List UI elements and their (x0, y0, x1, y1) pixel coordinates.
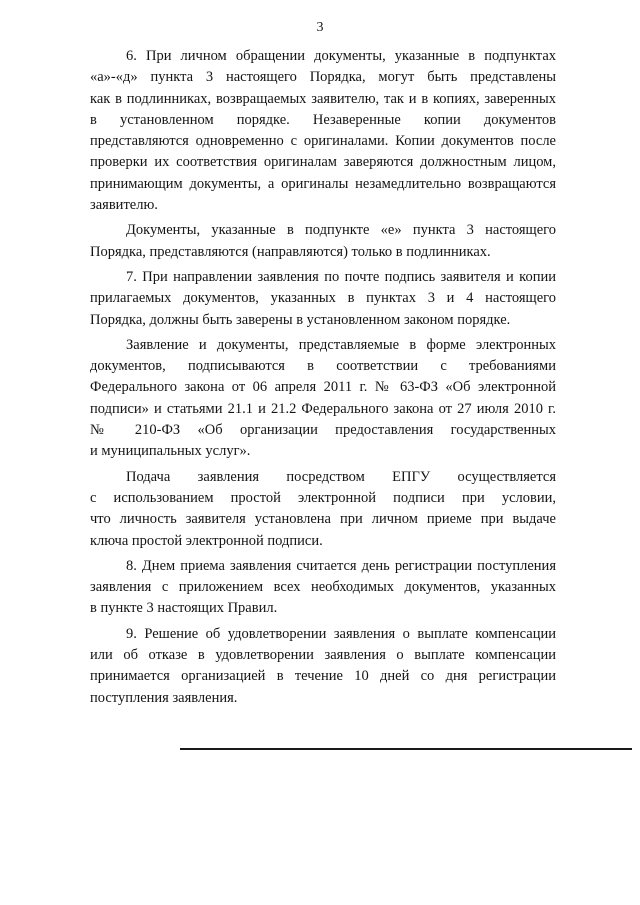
paragraph-6 (90, 46, 556, 216)
text-line: Федерального закона от 06 апреля 2011 г. № 63-ФЗ «Об электронной (90, 379, 556, 396)
paragraph-epgu (90, 467, 556, 552)
text-line: Порядка, должны быть заверены в установленном законом порядке. (90, 311, 511, 328)
text-line: представляются одновременно с оригиналами. Копии документов после (90, 133, 556, 150)
text-line: ключа простой электронной подписи. (90, 532, 323, 549)
text-line: принимается организацией в течение 10 дней со дня регистрации (90, 668, 556, 685)
text-line: в пункте 3 настоящих Правил. (90, 600, 278, 617)
text-line: и муниципальных услуг». (90, 443, 251, 460)
text-line: поступления заявления. (90, 689, 238, 706)
text-line: проверки их соответствия оригиналам заверяются должностным лицом, (90, 154, 556, 171)
document-body (90, 46, 556, 713)
text-line: 7. При направлении заявления по почте подпись заявителя и копии (126, 268, 556, 285)
text-line: или об отказе в удовлетворении заявления о выплате компенсации (90, 647, 556, 664)
text-line: Порядка, представляются (направляются) только в подлинниках. (90, 243, 491, 260)
text-line: прилагаемых документов, указанных в пунктах 3 и 4 настоящего (90, 290, 556, 307)
text-line: принимающим документы, а оригиналы незамедлительно возвращаются (90, 175, 556, 192)
text-line: 9. Решение об удовлетворении заявления о выплате компенсации (126, 625, 556, 642)
text-line: подписи» и статьями 21.1 и 21.2 Федерального закона от 27 июля 2010 г. (90, 400, 556, 417)
text-line: заявителю. (90, 197, 158, 214)
text-line: Заявление и документы, представляемые в форме электронных (126, 336, 556, 353)
text-line: Документы, указанные в подпункте «е» пункта 3 настоящего (126, 222, 556, 239)
end-rule (180, 748, 632, 750)
paragraph-electronic-documents (90, 335, 556, 463)
text-line: Подача заявления посредством ЕПГУ осуществляется (126, 468, 556, 485)
page-number: 3 (316, 20, 324, 35)
text-line: как в подлинниках, возвращаемых заявителю, так и в копиях, заверенных (90, 90, 556, 107)
paragraph-9 (90, 624, 556, 709)
text-line: заявления с приложением всех необходимых документов, указанных (90, 579, 556, 596)
text-line: № 210-ФЗ «Об организации предоставления государственных (90, 422, 556, 439)
text-line: в установленном порядке. Незаверенные копии документов (90, 111, 556, 128)
text-line: что личность заявителя установлена при личном приеме при выдаче (90, 511, 556, 528)
text-line: «а»-«д» пункта 3 настоящего Порядка, могут быть представлены (90, 69, 556, 86)
text-line: с использованием простой электронной подписи при условии, (90, 489, 556, 506)
text-line: 8. Днем приема заявления считается день регистрации поступления (126, 557, 556, 574)
paragraph-8 (90, 556, 556, 620)
text-line: документов, подписываются в соответствии с требованиями (90, 358, 556, 375)
paragraph-7 (90, 267, 556, 331)
text-line: 6. При личном обращении документы, указанные в подпунктах (126, 48, 556, 64)
paragraph-originals (90, 220, 556, 263)
